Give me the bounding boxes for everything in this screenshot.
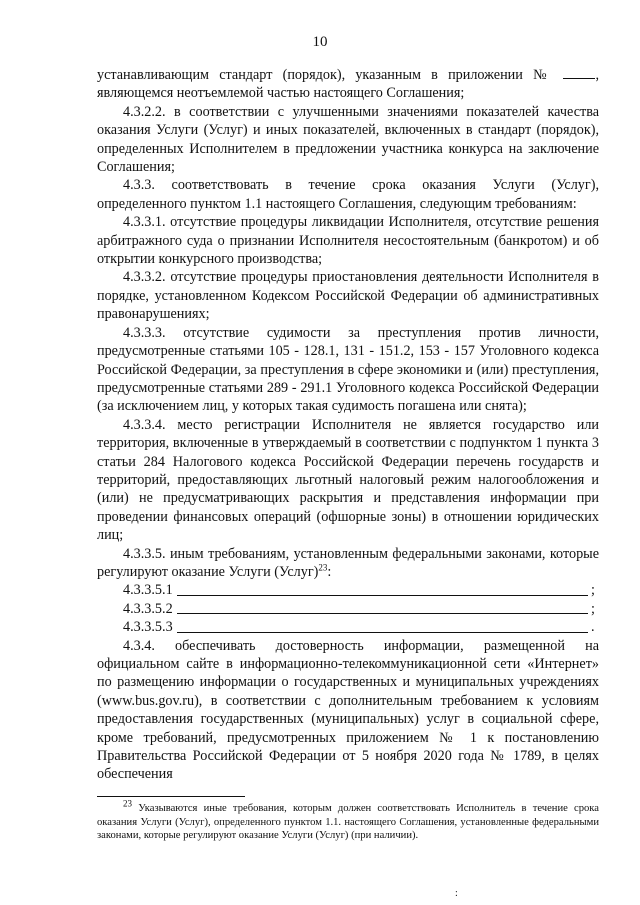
list-item-blank <box>97 618 599 636</box>
footnote-reference: 23 <box>318 562 328 573</box>
paragraph-continuation: устанавливающим стандарт (порядок), указанным в приложении № , являющемся неотъемлемой частью настоящего Соглашения; <box>97 67 600 102</box>
paragraph-text: устанавливающим стандарт (порядок), указанным в приложении № <box>97 67 554 83</box>
list-item-label: 4.3.3.5.3 <box>123 619 173 636</box>
paragraph-text: являющемся неотъемлемой частью настоящего Соглашения; <box>97 85 465 102</box>
paragraph-text: 4.3.3.5. иным требованиям, установленным федеральными законами, которые регулируют оказание Услуги (Услуг) <box>97 545 599 580</box>
trailing-mark: : <box>455 888 458 899</box>
blank-fill-line <box>177 613 588 614</box>
list-item-blank <box>97 581 599 599</box>
list-item-label: 4.3.3.5.1 <box>123 582 173 599</box>
footnote-separator <box>97 796 245 797</box>
paragraph-4-3-3: 4.3.3. соответствовать в течение срока оказания Услуги (Услуг), определенного пунктом 1.1 настоящего Соглашения, следующим требованиям: <box>97 177 599 212</box>
blank-fill-line <box>563 66 595 79</box>
paragraph-4-3-2-2: 4.3.2.2. в соответствии с улучшенными значениями показателей качества оказания Услуги (Услуг) и иных показателей, включенных в стандарт (порядок), определенных Исполнителем в предложении участника конкурса на заключение Соглашения; <box>97 103 599 176</box>
document-body <box>97 66 599 784</box>
paragraph-4-3-3-1: 4.3.3.1. отсутствие процедуры ликвидации Исполнителя, отсутствие решения арбитражного суда о признании Исполнителя несостоятельным (банкротом) и об открытии конкурсного производства; <box>97 214 599 268</box>
paragraph-4-3-3-4: 4.3.3.4. место регистрации Исполнителя не является государство или территория, включенные в утверждаемый в соответствии с подпунктом 1 пункта 3 статьи 284 Налогового кодекса Российской Федерации перечень государств и территорий, предоставляющих льготный налоговый режим налогообложения и (или) не предусматривающих раскрытия и представления информации при проведении финансовых операций (офшорные зоны) в отношении юридических лиц; <box>97 416 599 544</box>
paragraph-4-3-4: 4.3.4. обеспечивать достоверность информации, размещенной на официальном сайте в информационно-телекоммуникационной сети «Интернет» по размещению информации о государственных и муниципальных учреждениях (www.bus.gov.ru), в соответствии с дополнительным требованием к условиям предоставления государственных (муниципальных) услуг в социальной сфере, кроме требований, предусмотренных приложением № 1 к постановлению Правительства Российской Федерации от 5 ноября 2020 года № 1789, в целях обеспечения <box>97 637 599 783</box>
list-item-punctuation: ; <box>591 600 595 617</box>
paragraph-4-3-3-5: 4.3.3.5. иным требованиям, установленным федеральными законами, которые регулируют оказание Услуги (Услуг)$^{23}$: <box>97 545 599 580</box>
list-item-label: 4.3.3.5.2 <box>123 600 173 617</box>
page-number: 10 <box>312 34 328 50</box>
footnote-paragraph <box>97 798 599 843</box>
list-item-punctuation: ; <box>591 582 595 599</box>
list-item-punctuation: . <box>591 619 595 636</box>
paragraph-4-3-3-2: 4.3.3.2. отсутствие процедуры приостановления деятельности Исполнителя в порядке, установленном Кодексом Российской Федерации об административных правонарушениях; <box>97 269 599 323</box>
footnote-number: 23 <box>123 798 132 809</box>
list-item-blank <box>97 600 599 618</box>
paragraph-4-3-3-3: 4.3.3.3. отсутствие судимости за преступления против личности, предусмотренные статьями 105 - 128.1, 131 - 151.2, 153 - 157 Уголовного кодекса Российской Федерации, за преступления в сфере экономики и (или) преступления, предусмотренные статьями 289 - 291.1 Уголовного кодекса Российской Федерации (за исключением лиц, у которых такая судимость погашена или снята); <box>97 324 599 415</box>
footnote-text: Указываются иные требования, которым должен соответствовать Исполнитель в течение срока оказания Услуги (Услуг), определенного пунктом 1.1. настоящего Соглашения, установленные федеральными законами, которые регулируют оказание Услуги (Услуг) (при наличии). <box>97 803 599 842</box>
footnote <box>97 798 599 843</box>
blank-fill-line <box>177 595 588 596</box>
blank-fill-line <box>177 632 588 633</box>
